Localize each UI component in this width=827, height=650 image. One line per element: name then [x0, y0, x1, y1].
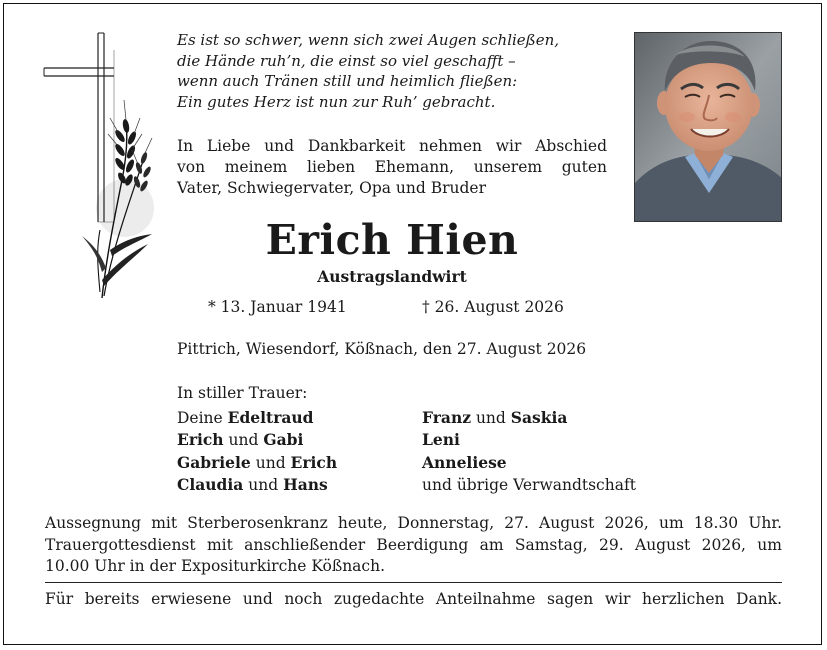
mourner-entry: Erich und Gabi	[177, 430, 304, 450]
mourning-label: In stiller Trauer:	[177, 384, 308, 402]
mourner-entry: Gabriele und Erich	[177, 452, 338, 472]
mourner-entry: und übrige Verwandtschaft	[422, 475, 636, 494]
poem-line: Es ist so schwer, wenn sich zwei Augen schließen,	[177, 31, 560, 49]
poem-line: Ein gutes Herz ist nun zur Ruh’ gebracht.	[177, 92, 496, 111]
portrait-photo	[634, 32, 782, 222]
service-line: Aussegnung mit Sterberosenkranz heute, Donnerstag, 27. August 2026, um 18.30 Uhr.	[45, 514, 782, 532]
mourner-entry: Claudia und Hans	[177, 474, 328, 494]
deceased-name: Erich Hien	[265, 216, 519, 264]
poem-line: wenn auch Tränen still und heimlich fließen:	[177, 72, 518, 90]
intro-line: In Liebe und Dankbarkeit nehmen wir Abschied	[177, 137, 607, 155]
mourner-entry: Deine Edeltraud	[177, 408, 314, 427]
place-and-date: Pittrich, Wiesendorf, Kößnach, den 27. August 2026	[177, 340, 587, 358]
service-line: Trauergottesdienst mit anschließender Beerdigung am Samstag, 29. August 2026, um	[45, 535, 782, 554]
intro-text	[177, 136, 607, 199]
mourner-entry: Franz und Saskia	[422, 408, 568, 427]
mourners-left	[177, 407, 337, 496]
service-line: 10.00 Uhr in der Expositurkirche Kößnach.	[45, 557, 386, 575]
birth-date: * 13. Januar 1941	[208, 298, 347, 316]
poem	[177, 30, 617, 112]
poem-line: die Hände ruh’n, die einst so viel geschafft –	[177, 51, 516, 70]
deceased-occupation: Austragslandwirt	[317, 267, 467, 286]
divider	[45, 582, 782, 583]
mourner-entry: Anneliese	[422, 452, 507, 472]
cross-with-wheat-icon	[40, 30, 165, 300]
intro-line: von meinem lieben Ehemann, unserem guten	[177, 158, 607, 176]
intro-line: Vater, Schwiegervater, Opa und Bruder	[177, 179, 487, 197]
death-date: † 26. August 2026	[422, 298, 564, 316]
service-info	[45, 513, 782, 578]
thanks-text: Für bereits erwiesene und noch zugedachte Anteilnahme sagen wir herzlichen Dank.	[45, 590, 782, 608]
mourners-right	[422, 407, 636, 496]
mourner-entry: Leni	[422, 430, 460, 450]
